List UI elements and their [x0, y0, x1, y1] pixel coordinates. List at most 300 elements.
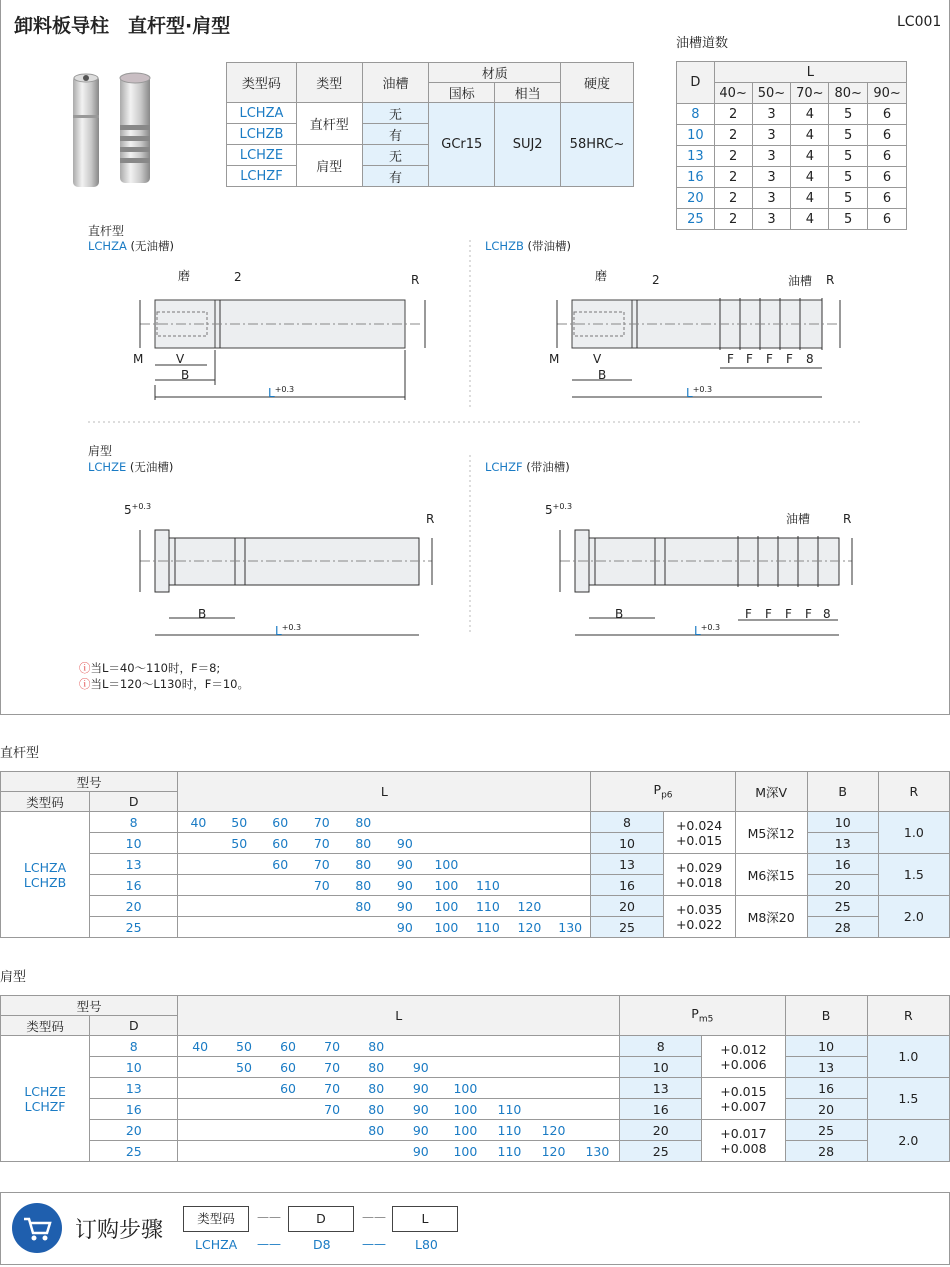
f-label: F — [746, 352, 753, 366]
th-l: L — [178, 996, 620, 1036]
l-cell — [509, 854, 550, 875]
th-model: 型号 — [1, 996, 178, 1016]
th-l-col: 40~ — [714, 83, 752, 104]
l-cell — [576, 1057, 620, 1078]
l-cell — [310, 1141, 354, 1162]
l-cell: 90 — [384, 917, 426, 938]
r-cell: 2.0 — [878, 896, 949, 938]
l-cell: 120 — [532, 1141, 576, 1162]
groove-count-cell: 2 — [714, 209, 752, 230]
groove-count-cell: 4 — [791, 104, 829, 125]
l-cell — [266, 1099, 310, 1120]
th-l-col: 90~ — [868, 83, 907, 104]
order-box-d: D — [288, 1206, 354, 1232]
b-cell: 13 — [807, 833, 878, 854]
l-cell — [532, 1057, 576, 1078]
b-cell: 28 — [785, 1141, 867, 1162]
lchzf-code: LCHZF — [485, 460, 523, 474]
l-label: $L^{+0.3}$ — [686, 385, 713, 400]
groove-count-cell: 4 — [791, 125, 829, 146]
l-cell: 90 — [398, 1120, 443, 1141]
l-cell — [343, 917, 384, 938]
th-b: B — [807, 772, 878, 812]
d-cell: 25 — [90, 917, 178, 938]
groove-label: 油槽 — [788, 274, 813, 288]
l-cell — [426, 812, 467, 833]
groove-label: 油槽 — [786, 512, 811, 526]
groove-count-cell: 6 — [868, 209, 907, 230]
f-label: F — [786, 352, 793, 366]
l-cell: 120 — [532, 1120, 576, 1141]
l-cell: 100 — [443, 1099, 487, 1120]
tol-cell: +0.015 +0.007 — [702, 1078, 785, 1120]
b-cell: 28 — [807, 917, 878, 938]
groove-count-cell: 3 — [752, 167, 791, 188]
grind-label: 磨 — [178, 269, 191, 283]
l-cell: 100 — [443, 1078, 487, 1099]
groove-cell: 无 — [362, 145, 429, 166]
l-cell — [509, 875, 550, 896]
th-hardness: 硬度 — [561, 63, 634, 103]
d-cell: 20 — [90, 1120, 178, 1141]
l-cell: 40 — [178, 812, 219, 833]
l-cell: 90 — [398, 1099, 443, 1120]
order-dash: —— — [257, 1210, 281, 1224]
th-d: D — [677, 62, 715, 104]
l-cell: 70 — [301, 875, 343, 896]
l-label: $L^{+0.3}$ — [268, 385, 295, 400]
l-cell — [260, 917, 301, 938]
code-cell: LCHZF — [227, 166, 297, 187]
groove-count-cell: 4 — [791, 167, 829, 188]
l-cell: 50 — [219, 812, 260, 833]
gb-cell: GCr15 — [429, 103, 495, 187]
l-cell — [219, 917, 260, 938]
l-cell — [219, 896, 260, 917]
order-example-code: LCHZA — [195, 1237, 238, 1252]
l-cell: 70 — [301, 854, 343, 875]
groove-count-cell: 5 — [829, 209, 868, 230]
l-cell — [219, 875, 260, 896]
th-l: L — [178, 772, 591, 812]
m-label: M — [549, 352, 560, 366]
l-cell: 80 — [354, 1099, 398, 1120]
l-cell: 50 — [219, 833, 260, 854]
l-cell — [222, 1078, 266, 1099]
groove-count-cell: 2 — [714, 125, 752, 146]
note-1: ⓘ当L＝40～110时，F＝8; — [79, 661, 221, 675]
l-cell: 110 — [487, 1120, 531, 1141]
groove-d-cell: 20 — [677, 188, 715, 209]
order-example-l: L80 — [415, 1237, 438, 1252]
groove-count-cell: 4 — [791, 188, 829, 209]
l-cell — [178, 875, 219, 896]
type-code-cell: LCHZE LCHZF — [1, 1036, 90, 1162]
groove-count-cell: 5 — [829, 146, 868, 167]
f-label: F — [745, 607, 752, 621]
l-label: $L^{+0.3}$ — [694, 623, 721, 638]
eq-cell: SUJ2 — [495, 103, 561, 187]
b-cell: 25 — [807, 896, 878, 917]
l-cell — [550, 833, 591, 854]
l-cell: 80 — [343, 833, 384, 854]
l-cell: 100 — [443, 1141, 487, 1162]
tol-cell: +0.017 +0.008 — [702, 1120, 785, 1162]
m-label: M — [133, 352, 144, 366]
type-code-cell: LCHZA LCHZB — [1, 812, 90, 938]
dim-2: 2 — [652, 273, 660, 287]
grooves-title: 油槽道数 — [676, 36, 729, 51]
l-cell — [178, 1120, 222, 1141]
v-label: V — [176, 352, 185, 366]
th-l-col: 70~ — [791, 83, 829, 104]
l-cell: 90 — [384, 875, 426, 896]
b-cell: 20 — [807, 875, 878, 896]
l-cell — [532, 1099, 576, 1120]
l-cell: 80 — [354, 1036, 398, 1057]
dim-2: 2 — [234, 270, 242, 284]
tol-cell: +0.035 +0.022 — [663, 896, 735, 938]
code-cell: LCHZA — [227, 103, 297, 124]
p-cell: 20 — [591, 896, 663, 917]
groove-count-cell: 6 — [868, 167, 907, 188]
groove-count-cell: 5 — [829, 104, 868, 125]
d-cell: 25 — [90, 1141, 178, 1162]
order-dash: —— — [362, 1210, 386, 1224]
groove-count-cell: 6 — [868, 188, 907, 209]
f-label: F — [766, 352, 773, 366]
d-cell: 13 — [90, 1078, 178, 1099]
b-label: B — [615, 607, 624, 621]
l-cell — [266, 1120, 310, 1141]
l-cell: 70 — [310, 1099, 354, 1120]
l-cell — [576, 1099, 620, 1120]
th-code: 类型码 — [1, 1016, 90, 1036]
l-cell — [532, 1036, 576, 1057]
th-groove: 油槽 — [362, 63, 429, 103]
groove-count-cell: 3 — [752, 188, 791, 209]
l-cell: 110 — [467, 896, 509, 917]
catalog-code: LC001 — [897, 14, 942, 30]
l-cell: 70 — [301, 833, 343, 854]
product-photo — [70, 70, 160, 193]
grind-label: 磨 — [595, 269, 608, 283]
l-cell — [310, 1120, 354, 1141]
lchza-note: (无油槽) — [130, 239, 174, 253]
l-cell — [301, 896, 343, 917]
d-cell: 10 — [90, 1057, 178, 1078]
p-cell: 25 — [620, 1141, 702, 1162]
l-cell — [301, 917, 343, 938]
l-cell — [222, 1120, 266, 1141]
d-cell: 13 — [90, 854, 178, 875]
b-cell: 20 — [785, 1099, 867, 1120]
l-cell: 90 — [384, 896, 426, 917]
l-cell: 110 — [487, 1141, 531, 1162]
l-cell — [178, 896, 219, 917]
m-cell: M6深15 — [735, 854, 807, 896]
l-cell — [576, 1036, 620, 1057]
l-cell — [487, 1036, 531, 1057]
th-code: 类型码 — [227, 63, 297, 103]
l-cell — [487, 1057, 531, 1078]
lchze-code: LCHZE — [88, 460, 127, 474]
l-cell: 110 — [467, 917, 509, 938]
l-cell — [178, 833, 219, 854]
p-cell: 8 — [591, 812, 663, 833]
l-cell: 60 — [266, 1078, 310, 1099]
groove-cell: 无 — [362, 103, 429, 124]
r-cell: 1.5 — [867, 1078, 949, 1120]
groove-count-cell: 2 — [714, 104, 752, 125]
groove-count-cell: 3 — [752, 209, 791, 230]
p-cell: 16 — [591, 875, 663, 896]
th-l-col: 50~ — [752, 83, 791, 104]
b-cell: 10 — [807, 812, 878, 833]
b-label: B — [598, 368, 607, 382]
d-cell: 16 — [90, 1099, 178, 1120]
straight-drawing-label: 直杆型 — [88, 224, 125, 238]
l-cell — [550, 812, 591, 833]
l-cell: 90 — [398, 1057, 443, 1078]
l-cell — [178, 1057, 222, 1078]
d-cell: 10 — [90, 833, 178, 854]
l-cell: 80 — [343, 854, 384, 875]
l-cell — [443, 1036, 487, 1057]
l-cell: 40 — [178, 1036, 222, 1057]
groove-cell: 有 — [362, 124, 429, 145]
code-cell: LCHZE — [227, 145, 297, 166]
th-p: $P_{p6}$ — [591, 772, 735, 812]
r-label: R — [426, 512, 435, 526]
d-cell: 8 — [90, 812, 178, 833]
l-cell — [384, 812, 426, 833]
r-cell: 2.0 — [867, 1120, 949, 1162]
l-label: $L^{+0.3}$ — [275, 623, 302, 638]
b-cell: 16 — [807, 854, 878, 875]
l-cell — [178, 1078, 222, 1099]
cart-icon — [12, 1203, 62, 1253]
tol-cell: +0.029 +0.018 — [663, 854, 735, 896]
l-cell — [354, 1141, 398, 1162]
groove-count-cell: 4 — [791, 209, 829, 230]
v-label: V — [593, 352, 602, 366]
groove-count-cell: 6 — [868, 104, 907, 125]
p-cell: 20 — [620, 1120, 702, 1141]
th-d: D — [90, 1016, 178, 1036]
l-cell — [576, 1120, 620, 1141]
l-cell: 130 — [550, 917, 591, 938]
l-cell: 70 — [301, 812, 343, 833]
groove-count-cell: 5 — [829, 167, 868, 188]
p-cell: 8 — [620, 1036, 702, 1057]
l-cell — [398, 1036, 443, 1057]
shoulder-drawing-label: 肩型 — [88, 444, 113, 458]
shoulder-table — [0, 995, 950, 1162]
l-cell: 90 — [384, 854, 426, 875]
th-code: 类型码 — [1, 792, 90, 812]
p-cell: 16 — [620, 1099, 702, 1120]
lchzf-note: (带油槽) — [526, 460, 570, 474]
groove-count-cell: 2 — [714, 146, 752, 167]
b-cell: 10 — [785, 1036, 867, 1057]
b-cell: 13 — [785, 1057, 867, 1078]
l-cell: 90 — [398, 1078, 443, 1099]
spec-table — [226, 62, 634, 187]
l-cell — [467, 812, 509, 833]
eight-label: 8 — [806, 352, 814, 366]
p-cell: 13 — [620, 1078, 702, 1099]
eight-label: 8 — [823, 607, 831, 621]
l-cell: 50 — [222, 1036, 266, 1057]
r-label: R — [411, 273, 420, 287]
th-l: L — [714, 62, 906, 83]
l-cell: 60 — [266, 1057, 310, 1078]
th-m: M深V — [735, 772, 807, 812]
l-cell: 80 — [343, 812, 384, 833]
l-cell: 90 — [384, 833, 426, 854]
l-cell — [509, 812, 550, 833]
m-cell: M5深12 — [735, 812, 807, 854]
lchze-note: (无油槽) — [129, 460, 174, 474]
groove-d-cell: 8 — [677, 104, 715, 125]
f-label: F — [765, 607, 772, 621]
l-cell: 90 — [398, 1141, 443, 1162]
l-cell — [426, 833, 467, 854]
p-cell: 13 — [591, 854, 663, 875]
five-label: $5^{+0.3}$ — [124, 502, 152, 517]
l-cell: 100 — [426, 896, 467, 917]
groove-count-cell: 3 — [752, 125, 791, 146]
l-cell — [550, 854, 591, 875]
l-cell — [550, 875, 591, 896]
th-model: 型号 — [1, 772, 178, 792]
r-cell: 1.5 — [878, 854, 949, 896]
groove-d-cell: 10 — [677, 125, 715, 146]
r-cell: 1.0 — [867, 1036, 949, 1078]
l-cell: 60 — [260, 833, 301, 854]
th-type: 类型 — [296, 63, 362, 103]
th-material: 材质 — [429, 63, 561, 83]
l-cell — [219, 854, 260, 875]
order-dash: —— — [362, 1237, 386, 1251]
l-cell — [550, 896, 591, 917]
d-cell: 16 — [90, 875, 178, 896]
l-cell — [178, 917, 219, 938]
th-gb: 国标 — [429, 83, 495, 103]
r-cell: 1.0 — [878, 812, 949, 854]
five-label: $5^{+0.3}$ — [545, 502, 573, 517]
groove-d-cell: 16 — [677, 167, 715, 188]
groove-count-cell: 5 — [829, 188, 868, 209]
l-cell: 80 — [354, 1057, 398, 1078]
hardness-cell: 58HRC~ — [561, 103, 634, 187]
p-cell: 10 — [620, 1057, 702, 1078]
groove-count-cell: 5 — [829, 125, 868, 146]
groove-d-cell: 13 — [677, 146, 715, 167]
page-title: 卸料板导柱 直杆型·肩型 — [14, 15, 231, 37]
th-l-col: 80~ — [829, 83, 868, 104]
l-cell: 70 — [310, 1057, 354, 1078]
r-label: R — [826, 273, 835, 287]
l-cell — [467, 833, 509, 854]
l-cell: 80 — [354, 1120, 398, 1141]
l-cell: 60 — [260, 812, 301, 833]
l-cell: 100 — [426, 917, 467, 938]
tol-cell: +0.024 +0.015 — [663, 812, 735, 854]
l-cell: 120 — [509, 896, 550, 917]
groove-count-cell: 3 — [752, 104, 791, 125]
l-cell: 70 — [310, 1036, 354, 1057]
groove-count-cell: 4 — [791, 146, 829, 167]
l-cell — [178, 854, 219, 875]
groove-count-cell: 2 — [714, 167, 752, 188]
l-cell — [222, 1099, 266, 1120]
th-d: D — [90, 792, 178, 812]
order-box-code: 类型码 — [183, 1206, 249, 1232]
note-2: ⓘ当L＝120～L130时，F＝10。 — [79, 677, 249, 691]
th-r: R — [867, 996, 949, 1036]
l-cell — [443, 1057, 487, 1078]
l-cell — [178, 1099, 222, 1120]
l-cell: 100 — [443, 1120, 487, 1141]
lchzb-note: (带油槽) — [527, 239, 571, 253]
l-cell — [487, 1078, 531, 1099]
d-cell: 8 — [90, 1036, 178, 1057]
groove-cell: 有 — [362, 166, 429, 187]
l-cell — [260, 875, 301, 896]
lchzb-code: LCHZB — [485, 239, 524, 253]
l-cell: 110 — [467, 875, 509, 896]
th-p: $P_{m5}$ — [620, 996, 785, 1036]
order-title: 订购步骤 — [75, 1218, 164, 1243]
l-cell: 120 — [509, 917, 550, 938]
l-cell: 50 — [222, 1057, 266, 1078]
l-cell — [576, 1078, 620, 1099]
groove-count-cell: 2 — [714, 188, 752, 209]
m-cell: M8深20 — [735, 896, 807, 938]
lchza-code: LCHZA — [88, 239, 127, 253]
l-cell: 80 — [343, 896, 384, 917]
th-b: B — [785, 996, 867, 1036]
l-cell: 100 — [426, 854, 467, 875]
grooves-table — [676, 61, 907, 230]
shoulder-section-title: 肩型 — [0, 970, 27, 985]
groove-count-cell: 6 — [868, 146, 907, 167]
b-cell: 16 — [785, 1078, 867, 1099]
order-box-l: L — [392, 1206, 458, 1232]
l-cell: 110 — [487, 1099, 531, 1120]
l-cell — [222, 1141, 266, 1162]
groove-d-cell: 25 — [677, 209, 715, 230]
l-cell — [260, 896, 301, 917]
b-label: B — [181, 368, 190, 382]
groove-count-cell: 6 — [868, 125, 907, 146]
l-cell — [509, 833, 550, 854]
l-cell: 130 — [576, 1141, 620, 1162]
order-dash: —— — [257, 1237, 281, 1251]
r-label: R — [843, 512, 852, 526]
type-cell: 肩型 — [296, 145, 362, 187]
th-r: R — [878, 772, 949, 812]
b-cell: 25 — [785, 1120, 867, 1141]
groove-count-cell: 3 — [752, 146, 791, 167]
l-cell — [178, 1141, 222, 1162]
b-label: B — [198, 607, 207, 621]
f-label: F — [785, 607, 792, 621]
technical-drawings — [0, 215, 950, 665]
l-cell — [467, 854, 509, 875]
